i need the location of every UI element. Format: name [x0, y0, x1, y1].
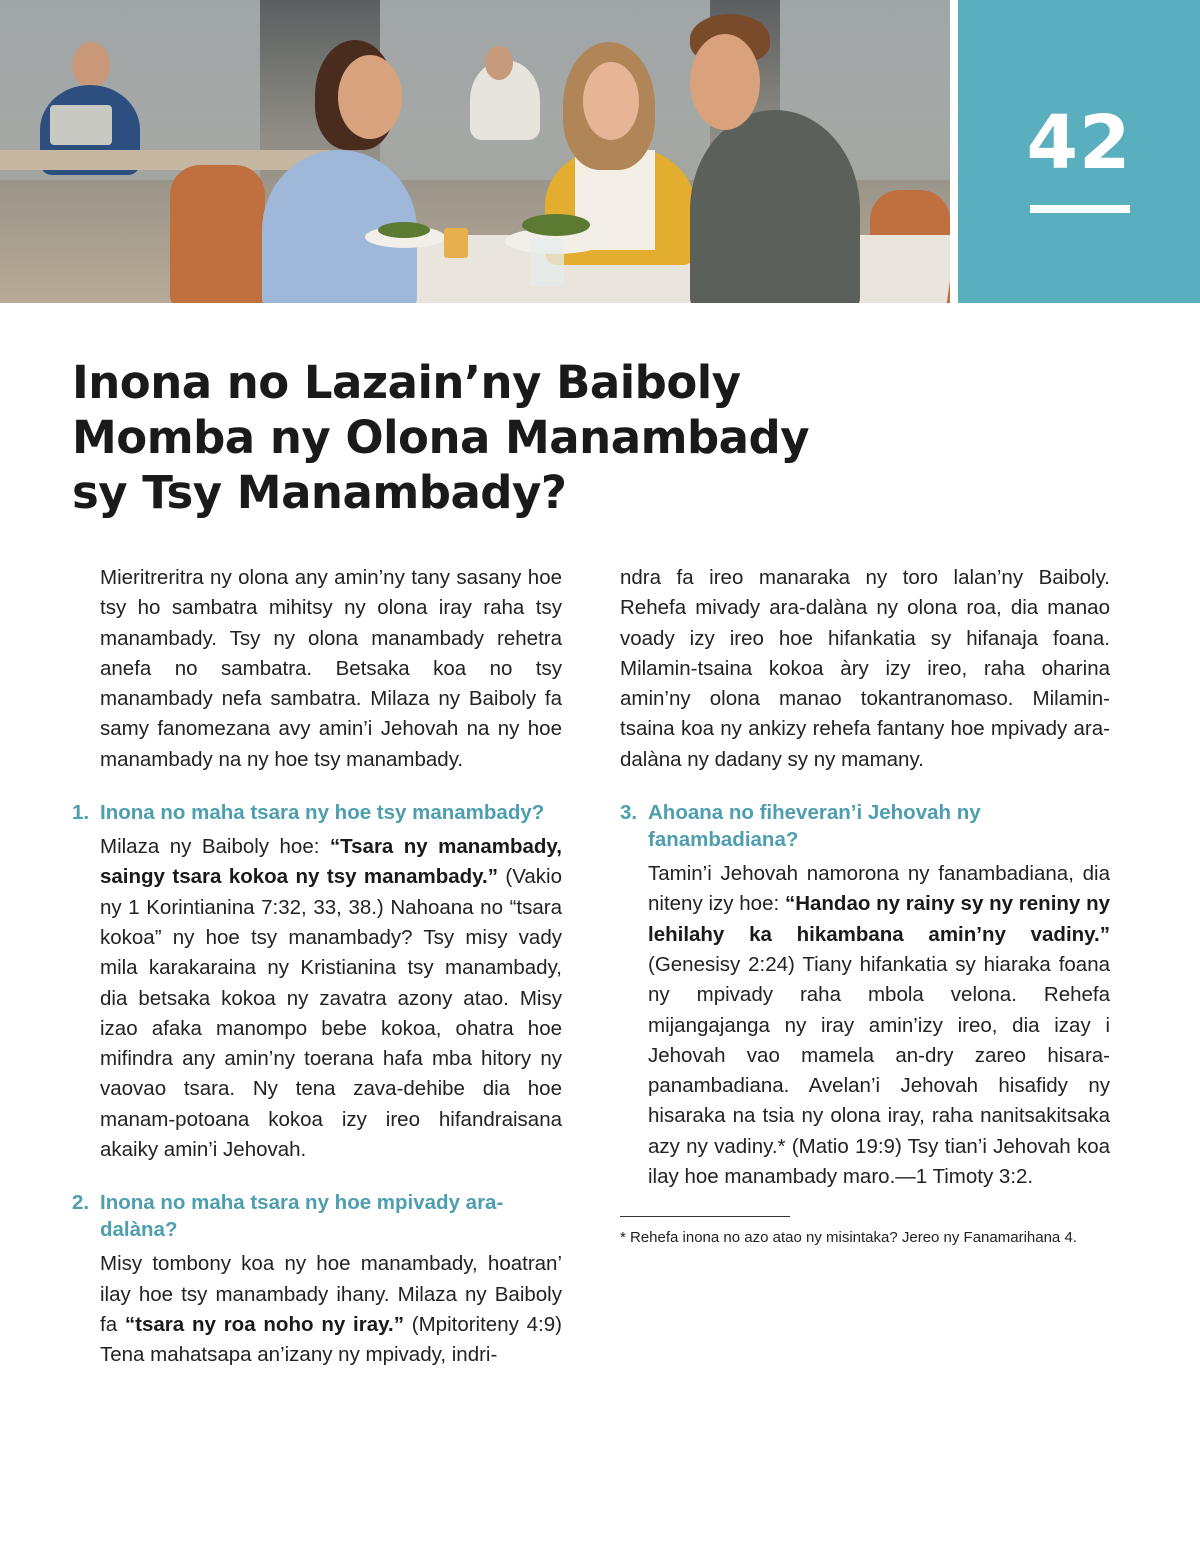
answer-paragraph	[72, 832, 562, 1165]
background-person-head	[485, 46, 513, 80]
background-table	[0, 150, 330, 170]
question-number: 2.	[72, 1191, 90, 1215]
scripture-quote: “Handao ny rainy sy ny reniny ny lehilahy ka hikambana amin’ny vadiny.”	[648, 892, 1110, 946]
answer-paragraph	[620, 859, 1110, 1192]
scripture-quote: “tsara ny roa noho ny iray.”	[124, 1312, 404, 1336]
salad	[378, 222, 430, 238]
question-heading	[72, 1189, 562, 1243]
answer-text: (Genesisy 2:24) Tiany hifankatia sy hiaraka foana ny mpivady raha mbola velona. Rehefa mijangajanga ny iray amin’izy ireo, dia izay i Jehovah vao mamela an-dry zareo hisara-panambadiana. Avelan’i Jehovah hisafidy ny hisaraka na tsia ny olona iray, raha nanitsakitsaka azy ny vadiny.* (Matio 19:9) Tsy tian’i Jehovah koa ilay hoe manambady maro.—1 Timoty 3:2.	[648, 952, 1110, 1189]
woman-left-head	[338, 55, 402, 139]
answer-text: Milaza ny Baiboly hoe:	[100, 835, 330, 859]
header-photo	[0, 0, 950, 303]
window-pane	[380, 0, 710, 180]
answer-text: Misy tombony koa ny hoe manambady, hoatran’ ilay hoe tsy manambady ihany. Milaza ny Baiboly fa	[100, 1252, 562, 1336]
chapter-number: 42	[1026, 100, 1132, 186]
man-right-head	[690, 34, 760, 130]
intro-paragraph: Mieritreritra ny olona any amin’ny tany sasany hoe tsy ho sambatra mihitsy ny olona iray raha tsy manambady. Tsy ny olona manambady rehetra anefa no sambatra. Betsaka koa no tsy manambady nefa sambatra. Milaza ny Baiboly fa samy fanomezana avy amin’i Jehovah na ny hoe manambady na ny hoe tsy manambady.	[100, 566, 562, 771]
question-number: 3.	[620, 801, 638, 825]
scripture-quote: “Tsara ny manambady, saingy tsara kokoa ny tsy manambady.”	[100, 835, 562, 889]
question-heading	[620, 799, 1110, 853]
question-text: Ahoana no fiheveran’i Jehovah ny fanambadiana?	[648, 801, 981, 852]
chapter-underline	[1030, 205, 1130, 213]
laptop	[50, 105, 112, 145]
glass	[530, 238, 564, 286]
footnote: * Rehefa inona no azo atao ny misintaka? Jereo ny Fanamarihana 4.	[620, 1229, 1077, 1247]
left-column	[72, 563, 562, 1371]
answer-paragraph-part1	[72, 1249, 562, 1370]
right-column	[620, 563, 1110, 1248]
answer-text: ndra fa ireo manaraka ny toro lalan’ny Baiboly. Rehefa mivady ara-dalàna ny olona roa, dia manao voady izy ireo hoe hifankatia sy hifanaja foana. Milamin-tsaina kokoa àry izy ireo, raha oharina amin’ny olona manao tokantranomaso. Milamin-tsaina koa ny ankizy rehefa fantany hoe mpivady ara-dalàna ny dadany sy ny mamany.	[620, 566, 1110, 771]
juice-glass	[444, 228, 468, 258]
answer-text: (Vakio ny 1 Korintianina 7:32, 33, 38.) Nahoana no “tsara kokoa” ny hoe tsy manambady? Tsy misy vady mila karakaraina ny Kristianina tsy manambady, dia betsaka kokoa ny zavatra azony atao. Misy izao afaka manompo bebe kokoa, ohatra hoe mifindra any amin’ny toerana hafa mba hitory ny vaovao tsara. Ny tena zava-dehibe dia hoe manam-potoana kokoa izy ireo hifandraisana akaiky amin’i Jehovah.	[100, 865, 563, 1162]
answer-text: (Mpitoriteny 4:9) Tena mahatsapa an’izany ny mpivady, indri-	[100, 1312, 562, 1367]
man-right	[690, 110, 860, 303]
answer-text: Tamin’i Jehovah namorona ny fanambadiana, dia niteny izy hoe:	[648, 862, 1110, 916]
chapter-badge	[958, 0, 1200, 303]
answer-paragraph-part2	[620, 563, 1110, 775]
page-title: Inona no Lazain’ny Baiboly Momba ny Olona Manambady sy Tsy Manambady?	[72, 356, 810, 519]
woman-center-head	[583, 62, 639, 140]
question-text: Inona no maha tsara ny hoe tsy manambady?	[100, 801, 545, 825]
question-number: 1.	[72, 801, 90, 825]
background-person-head	[72, 42, 110, 88]
salad	[522, 214, 590, 236]
footnote-divider	[620, 1216, 790, 1217]
question-heading	[72, 799, 562, 826]
question-text: Inona no maha tsara ny hoe mpivady ara-dalàna?	[100, 1191, 504, 1242]
